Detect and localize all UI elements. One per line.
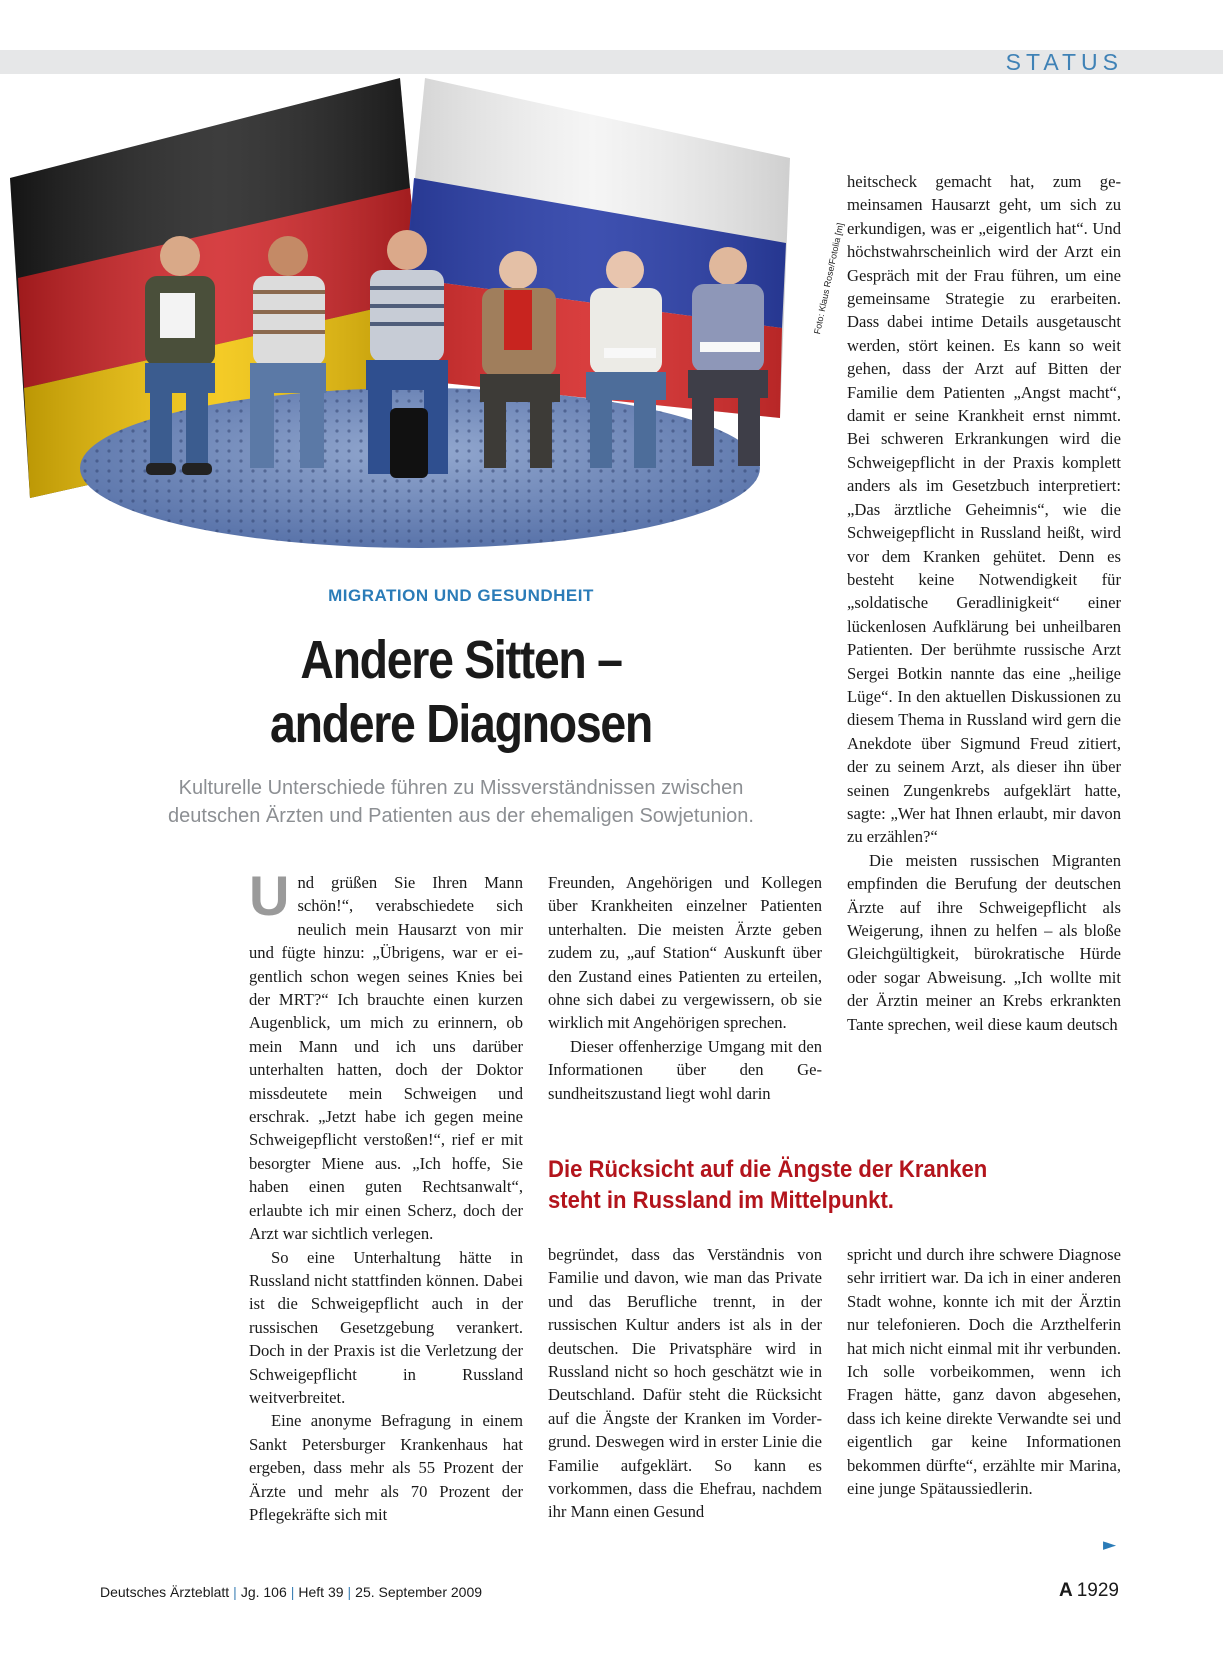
drop-cap: U bbox=[249, 864, 290, 927]
issue-date: 25. September 2009 bbox=[355, 1584, 483, 1600]
photo-credit: Foto: Klaus Rose/Fotolia [m] bbox=[812, 221, 846, 336]
article-kicker: MIGRATION UND GESUNDHEIT bbox=[328, 586, 594, 605]
headline-line: andere Diagnosen bbox=[270, 694, 652, 754]
article-photo bbox=[10, 78, 846, 578]
journal-volume: Jg. 106 bbox=[240, 1584, 287, 1600]
body-column-2-top bbox=[548, 871, 822, 1105]
body-column-3-bottom bbox=[847, 1243, 1121, 1500]
deck-line: Kulturelle Unterschiede führen zu Missverständnissen zwischen bbox=[178, 777, 744, 799]
body-paragraph: Dieser offenherzige Umgang mit den Informationen über den Gesundheitszustand liegt wohl darin bbox=[548, 1036, 822, 1103]
body-paragraph: Und grüßen Sie Ihren Mann schön!“, verabschiedete sich neulich mein Hausarzt von mir und fügte hinzu: „Übrigens, war er eigentlich schon wegen seines Knies bei der MRT?“ Ich brauchte einen kurzen Augenblick, um mich zu erinnern, ob mein Mann und ich uns darüber unterhalten hatten, doch der Doktor missdeutete mein Schweigen und erschrak. „Jetzt habe ich gegen meine Schweigepflicht verstoßen!“, rief er mit besorgter Miene aus. „Ich hoffe, Sie haben einen guten Rechtsanwalt“, erlaubte ich mir einen Scherz, doch der Arzt war sichtlich verlegen. bbox=[249, 864, 523, 1244]
pull-quote-line: Die Rücksicht auf die Ängste der Kranken bbox=[548, 1156, 988, 1183]
body-paragraph: spricht und durch ihre schwere Diagnose sehr irritiert war. Da ich in einer anderen Stadt wohne, konnte ich mit der Ärztin nur telefonieren. Doch die Arzthelferin hat mich nicht einmal mit ihr verbunden. Ich solle vorbeikommen, wenn ich Fragen hätte, ganz davon abgesehen, dass ich keine direkte Verwandte sei und eigentlich gar keine Informationen bekommen dürfte“, erzählte mir Marina, eine junge Spätaussiedlerin. bbox=[847, 1245, 1121, 1499]
page-number: A 1929 bbox=[1058, 1580, 1119, 1601]
body-paragraph: begründet, dass das Verständnis von Familie und davon, wie man das Private und das Berufliche trennt, in der russischen Kultur anders ist als in der deutschen. Die Privatsphäre wird in Russland nicht so hoch geschätzt wie in Deutschland. Dafür steht die Rücksicht auf die Ängste der Kranken im Vordergrund. Deswegen wird in erster Linie die Familie aufgeklärt. So kann es vorkommen, dass die Ehefrau, nachdem ihr Mann einen Gesund bbox=[548, 1245, 822, 1522]
body-column-1 bbox=[249, 864, 523, 1526]
headline-line: Andere Sitten – bbox=[300, 630, 622, 690]
body-column-3-top bbox=[847, 170, 1121, 1036]
journal-issue: Heft 39 bbox=[298, 1584, 344, 1600]
body-paragraph: Eine anonyme Befragung in einem Sankt Petersburger Krankenhaus hat ergeben, dass mehr als 55 Prozent der Ärzte und mehr als 70 Prozent der Pflegekräfte sich mit bbox=[249, 1411, 523, 1524]
journal-name: Deutsches Ärzteblatt bbox=[100, 1584, 230, 1600]
continue-arrow-icon: ► bbox=[1103, 1535, 1117, 1555]
section-label: STATUS bbox=[1005, 49, 1123, 75]
article-deck bbox=[80, 774, 842, 830]
body-paragraph: So eine Unterhaltung hätte in Russland nicht stattfinden können. Dabei ist die Schweigepflicht auch in der russischen Gesetzgebung verankert. Doch in der Praxis ist die Verletzung der Schweigepflicht in Russland weitverbreitet. bbox=[249, 1247, 523, 1407]
body-paragraph: heitscheck gemacht hat, zum gemeinsamen Hausarzt geht, um sich zu erkundigen, was er „eigentlich hat“. Und höchstwahrscheinlich wird der Arzt ein Gespräch mit der Frau führen, um eine gemeinsame Strategie zu erarbeiten. Dass dabei intime Details ausgetauscht werden, stört keinen. Es kann so weit gehen, dass der Arzt auf Bitten der Familie dem Patienten „Angst macht“, damit er seine Krankheit ernst nimmt. Bei schweren Erkrankungen wird die Schweigepflicht in der Praxis komplett anders als im Gesetzbuch interpretiert: „Das ärztliche Geheimnis“, wie die Schweigepflicht in Russland heißt, wird vor dem Kranken gehütet. Denn es besteht keine Notwendigkeit für „soldatische Geradlinigkeit“ einer lückenlosen Aufklärung bei unheilbaren Patienten. Der berühmte russische Arzt Sergei Botkin nannte das eine „heilige Lüge“. In den aktuellen Diskussionen zu diesem Thema in Russland wird gern die Anekdote über Sigmund Freud zitiert, der zu seinem Arzt, als dieser ihn über seinen Zungenkrebs aufgeklärt hatte, sagte: „Wer hat Ihnen erlaubt, mir davon zu erzählen?“ bbox=[847, 172, 1121, 847]
article-headline bbox=[133, 628, 788, 756]
page-footer: Deutsches Ärzteblatt | Jg. 106 | Heft 39 | 25. September 2009 bbox=[100, 1584, 483, 1600]
deck-line: deutschen Ärzten und Patienten aus der ehemaligen Sowjetunion. bbox=[168, 805, 754, 827]
body-paragraph: Freunden, Angehörigen und Kollegen über Krankheiten einzelner Patienten unterhalten. Die meisten Ärzte geben zudem zu, „auf Station“ Auskunft über den Zustand eines Patienten zu erteilen, ohne sich dabei zu vergewissern, ob sie wirklich mit Angehörigen sprechen. bbox=[548, 873, 822, 1033]
body-column-2-bottom bbox=[548, 1243, 822, 1524]
pull-quote-line: steht in Russland im Mittelpunkt. bbox=[548, 1187, 894, 1214]
body-paragraph: Die meisten russischen Migranten empfinden die Berufung der deutschen Ärzte auf ihre Schweigepflicht als Weigerung, ihnen zu helfen – als bloße Gleichgültigkeit, bürokratische Hürde oder sogar Abweisung. „Ich wollte mit der Ärztin meiner an Krebs erkrankten Tante sprechen, weil diese kaum deutsch bbox=[847, 850, 1121, 1034]
pull-quote bbox=[548, 1154, 1100, 1216]
